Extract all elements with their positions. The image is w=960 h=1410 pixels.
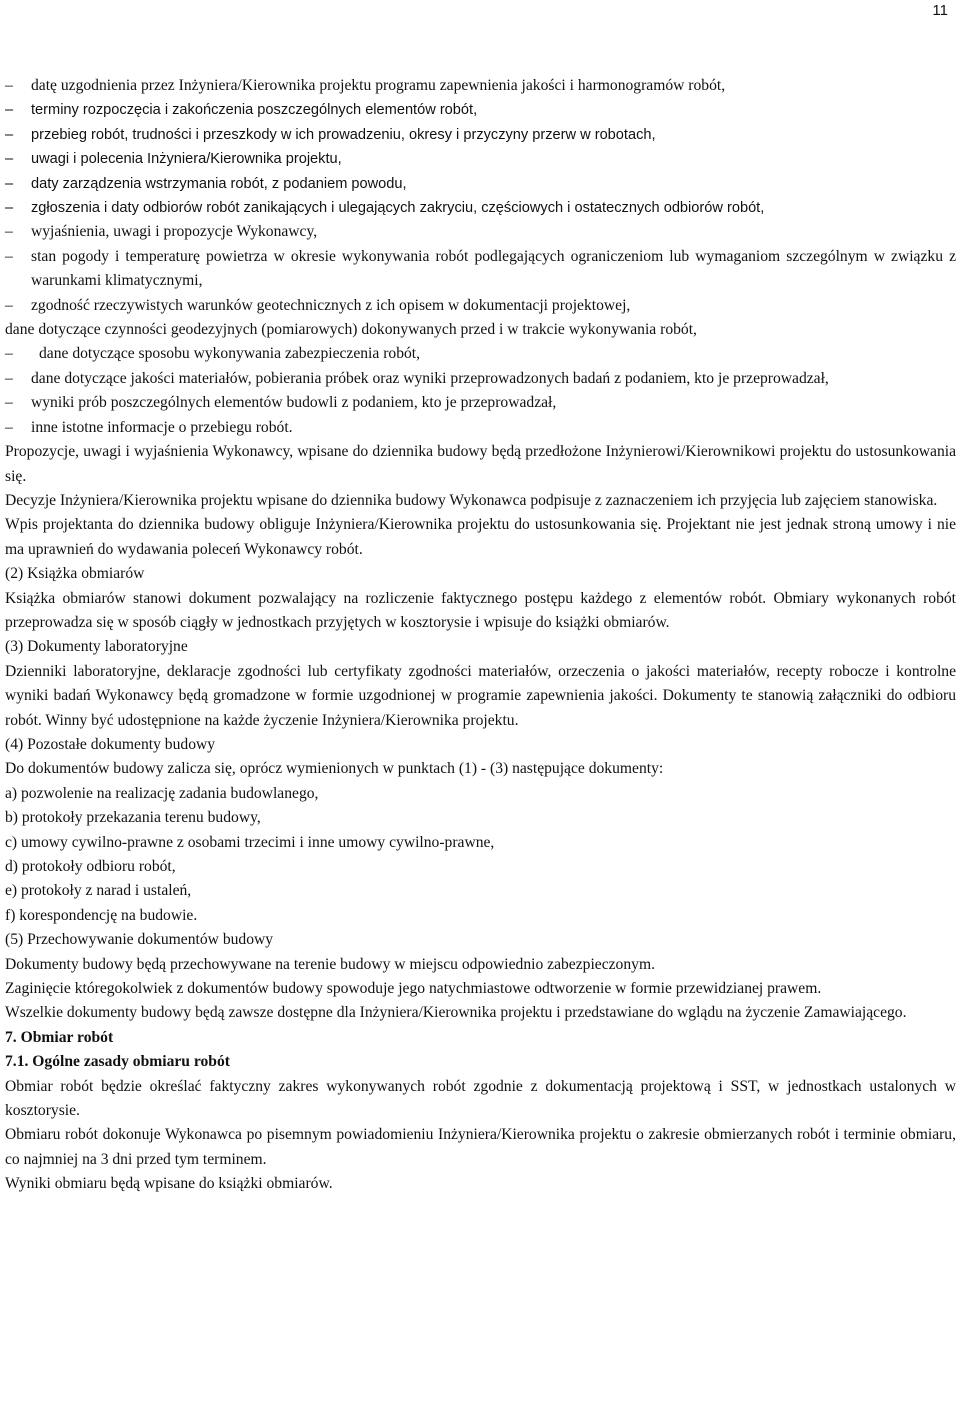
paragraph: Propozycje, uwagi i wyjaśnienia Wykonawcy, wpisane do dziennika budowy będą przedłożone Inżynierowi/Kierownikowi projektu do ustosunkowania się. [5, 443, 956, 485]
list-item: – daty zarządzenia wstrzymania robót, z podaniem powodu, [5, 172, 956, 196]
subchapter-heading: 7.1. Ogólne zasady obmiaru robót [5, 1053, 230, 1071]
list-item: d) protokoły odbioru robót, [5, 858, 176, 875]
paragraph: Wszelkie dokumenty budowy będą zawsze dostępne dla Inżyniera/Kierownika projektu i przedstawiane do wglądu na życzenie Zamawiającego. [5, 1004, 907, 1022]
paragraph: Książka obmiarów stanowi dokument pozwalający na rozliczenie faktycznego postępu każdego z elementów robót. Obmiary wykonanych robót przeprowadza się w sposób ciągły w jednostkach przyjętych w kosztorysie i wpisuje do książki obmiarów. [5, 589, 956, 631]
paragraph: Wyniki obmiaru będą wpisane do książki obmiarów. [5, 1175, 333, 1193]
list-item: – wyjaśnienia, uwagi i propozycje Wykonawcy, [5, 220, 956, 244]
list-item: – przebieg robót, trudności i przeszkody w ich prowadzeniu, okresy i przyczyny przerw w robotach, [5, 123, 956, 147]
list-item: – inne istotne informacje o przebiegu robót. [5, 416, 956, 440]
list-item: – terminy rozpoczęcia i zakończenia poszczególnych elementów robót, [5, 98, 956, 122]
list-item: – stan pogody i temperaturę powietrza w okresie wykonywania robót podlegających ograniczeniom lub wymaganiom szczególnym w związku z warunkami klimatycznymi, [5, 245, 956, 294]
list-item: – zgodność rzeczywistych warunków geotechnicznych z ich opisem w dokumentacji projektowej, [5, 294, 956, 318]
paragraph: Obmiar robót będzie określać faktyczny zakres wykonywanych robót zgodnie z dokumentacją projektową i SST, w jednostkach ustalonych w kosztorysie. [5, 1077, 956, 1120]
list-item: – wyniki prób poszczególnych elementów budowli z podaniem, kto je przeprowadzał, [5, 391, 956, 415]
section-heading: (4) Pozostałe dokumenty budowy [5, 735, 216, 753]
chapter-heading: 7. Obmiar robót [5, 1028, 114, 1046]
list-item: – dane dotyczące jakości materiałów, pobierania próbek oraz wyniki przeprowadzonych badań z podaniem, kto je przeprowadzał, [5, 367, 956, 391]
section-heading: (5) Przechowywanie dokumentów budowy [5, 931, 274, 949]
page-number: 11 [932, 2, 948, 19]
paragraph: Dokumenty budowy będą przechowywane na terenie budowy w miejscu odpowiednio zabezpieczonym. [5, 955, 655, 973]
section-heading: (3) Dokumenty laboratoryjne [5, 638, 188, 656]
list-item: – datę uzgodnienia przez Inżyniera/Kierownika projektu programu zapewnienia jakości i harmonogramów robót, [5, 74, 956, 98]
geodesy-line: dane dotyczące czynności geodezyjnych (pomiarowych) dokonywanych przed i w trakcie wykonywania robót, [5, 321, 697, 339]
list-item: a) pozwolenie na realizację zadania budowlanego, [5, 784, 319, 802]
paragraph: Decyzje Inżyniera/Kierownika projektu wpisane do dziennika budowy Wykonawca podpisuje z zaznaczeniem ich przyjęcia lub zajęciem stanowiska. [5, 491, 938, 509]
list-item: – zgłoszenia i daty odbiorów robót zanikających i ulegających zakryciu, częściowych i ostatecznych odbiorów robót, [5, 196, 956, 220]
paragraph: Obmiaru robót dokonuje Wykonawca po pisemnym powiadomieniu Inżyniera/Kierownika projektu o zakresie obmierzanych robót i terminie obmiaru, co najmniej na 3 dni przed tym terminem. [5, 1126, 956, 1168]
section-heading: (2) Książka obmiarów [5, 565, 145, 583]
document-body [5, 74, 956, 1197]
list-item: f) korespondencję na budowie. [5, 906, 198, 924]
list-item: – uwagi i polecenia Inżyniera/Kierownika projektu, [5, 147, 956, 171]
list-item: e) protokoły z narad i ustaleń, [5, 882, 192, 900]
paragraph: Dzienniki laboratoryjne, deklaracje zgodności lub certyfikaty zgodności materiałów, orzeczenia o jakości materiałów, recepty robocze i kontrolne wyniki badań Wykonawcy będą gromadzone w formie uzgodnionej w programie zapewnienia jakości. Dokumenty te stanowią załączniki do odbioru robót. Winny być udostępnione na każde życzenie Inżyniera/Kierownika projektu. [5, 662, 956, 729]
paragraph: Wpis projektanta do dziennika budowy obliguje Inżyniera/Kierownika projektu do ustosunkowania się. Projektant nie jest jednak stroną umowy i nie ma uprawnień do wydawania poleceń Wykonawcy robót. [5, 516, 956, 558]
paragraph: Do dokumentów budowy zalicza się, oprócz wymienionych w punktach (1) - (3) następujące dokumenty: [5, 760, 664, 778]
list-item: c) umowy cywilno-prawne z osobami trzecimi i inne umowy cywilno-prawne, [5, 833, 495, 851]
list-item: – dane dotyczące sposobu wykonywania zabezpieczenia robót, [5, 342, 956, 366]
paragraph: Zaginięcie któregokolwiek z dokumentów budowy spowoduje jego natychmiastowe odtworzenie w formie przewidzianej prawem. [5, 980, 822, 998]
list-item: b) protokoły przekazania terenu budowy, [5, 809, 261, 827]
